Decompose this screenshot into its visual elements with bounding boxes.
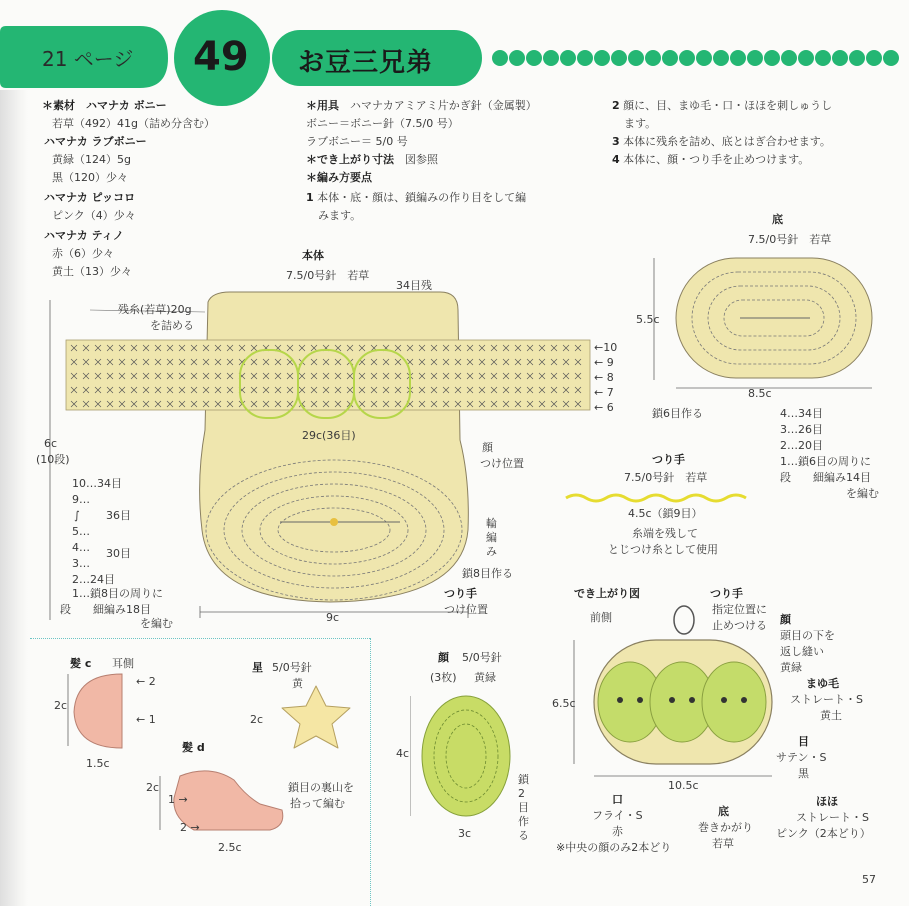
bottom-r1: 1…鎖6目の周りに [780,455,871,468]
yarn3-line: ピンク（4）少々 [52,209,136,222]
strap-note1: 糸端を残して [632,527,698,540]
star-diagram [272,680,362,760]
body-remaining: 34目残 [396,279,432,292]
page-reference: 21 ページ [42,47,134,71]
fin-face4: 黄緑 [780,661,802,674]
yarn4-brand: ハマナカ ティノ [44,229,124,242]
header-dot [696,50,712,66]
yarn1-line: 若草（492）41g（詰め分含む） [52,117,215,130]
bottom-title: 底 [772,213,783,226]
bottom-needle: 7.5/0号針 若草 [748,233,832,246]
step1-cont: みます。 [318,209,362,222]
face-h: 4c [396,747,410,760]
header-dot [764,50,780,66]
body-chain: 鎖8目作る [462,567,513,580]
strap-note2: とじつけ糸として使用 [608,543,718,556]
face-needle: 5/0号針 [462,651,502,664]
star-needle: 5/0号針 [272,661,312,674]
rows-9: 9… [72,493,90,506]
face-chain4: 作 [518,815,529,828]
face-color: 黄緑 [474,671,496,684]
hair-d-a1: 1 → [168,793,188,806]
pattern-number: 49 [193,34,249,80]
fin-mouth2: フライ・S [592,809,643,822]
row-7: ← 7 [594,386,614,399]
section-divider-h [30,638,370,639]
edge-1: 輪 [486,517,497,530]
face-count: (3枚) [430,671,457,684]
hair-c-w: 1.5c [86,757,110,770]
face-chain3: 目 [518,801,529,814]
hair-d-note2: 拾って編む [290,797,345,810]
fin-strap3: 止めつける [712,619,767,632]
hair-d-note1: 鎖目の裏山を [288,781,354,794]
materials-label: ＊素材 ハマナカ ボニー [42,99,167,112]
rows-1c: を編む [140,617,173,630]
side-rows: (10段) [36,453,70,466]
page-number: 57 [862,873,876,886]
bottom-diagram [640,250,880,390]
bottom-chain: 鎖6目作る [652,407,703,420]
rows-4: 4… [72,541,90,554]
header-band [0,0,909,110]
face-chain5: る [518,829,529,842]
strap-length: 4.5c（鎖9目） [628,507,703,520]
face-chain1: 鎖 [518,773,529,786]
bottom-r2: 2…20目 [780,439,823,452]
header-dot [526,50,542,66]
side-height: 6c [44,437,58,450]
bottom-r3: 3…26目 [780,423,823,436]
header-dot [628,50,644,66]
step4-line: 4 本体に、顔・つり手を止めつけます。 [612,153,810,166]
hair-d-w: 2.5c [218,841,242,854]
step2-line: 2 顔に、目、まゆ毛・口・ほほを刺しゅうし [612,99,833,112]
strap-diagram [560,488,760,508]
hair-c-a1: ← 1 [136,713,156,726]
pattern-title: お豆三兄弟 [298,48,434,78]
stuffing-note2: を詰める [150,319,194,332]
hair-c-h: 2c [54,699,68,712]
bottom-r4: 4…34目 [780,407,823,420]
fin-cheek2: ストレート・S [796,811,869,824]
header-dot [849,50,865,66]
fin-eye1: 目 [798,735,809,748]
bottom-r1b: 段 細編み14目 [780,471,871,484]
strap-pos-2: つけ位置 [444,603,488,616]
header-dot [866,50,882,66]
rows-10: 10…34目 [72,477,122,490]
rows-3: 3… [72,557,90,570]
header-dot [832,50,848,66]
face-title: 顔 [438,651,449,664]
fin-eye3: 黒 [798,767,809,780]
body-title: 本体 [302,249,324,262]
stuffing-note1: 残糸(若草)20g [118,303,192,316]
face-pos-1: 顔 [482,441,493,454]
header-dot [798,50,814,66]
fin-bottom2: 巻きかがり [698,821,753,834]
header-dot [781,50,797,66]
fin-bottom1: 底 [718,805,729,818]
hair-c-side: 耳側 [112,657,134,670]
tools-line1: ボニー＝ボニー針（7.5/0 号） [306,117,459,130]
header-dot [509,50,525,66]
header-dot [594,50,610,66]
fin-height: 6.5c [552,697,576,710]
row-10: ←10 [594,341,618,354]
body-needle: 7.5/0号針 若草 [286,269,370,282]
hair-c-diagram [60,666,140,766]
fin-cheek3: ピンク（2本どり） [776,827,871,840]
fin-mouth1: 口 [612,793,623,806]
header-dot [611,50,627,66]
strap-needle: 7.5/0号針 若草 [624,471,708,484]
rows-30: 30目 [106,547,131,560]
yarn2-line2: 黒（120）少々 [52,171,128,184]
fin-strap2: 指定位置に [712,603,767,616]
hair-d-h: 2c [146,781,160,794]
hair-d-title: 髪 d [182,741,205,754]
star-title: 星 [252,661,263,674]
fin-mouth3: 赤 [612,825,623,838]
star-color: 黄 [292,677,303,690]
yarn2-brand: ハマナカ ラブボニー [44,135,147,148]
header-dot [543,50,559,66]
row-9: ← 9 [594,356,614,369]
fin-face1: 顔 [780,613,791,626]
edge-2: 編 [486,531,497,544]
bottom-r1c: を編む [846,487,879,500]
header-dot [713,50,729,66]
face-diagram [410,690,530,830]
fin-strap1: つり手 [710,587,743,600]
rows-5: 5… [72,525,90,538]
rows-2: 2…24目 [72,573,115,586]
fin-brow3: 黄土 [820,709,842,722]
rows-1: 1…鎖8目の周りに [72,587,163,600]
fin-face2: 頭目の下を [780,629,835,642]
fin-cheek1: ほほ [816,795,838,808]
yarn3-brand: ハマナカ ピッコロ [44,191,136,204]
yarn4-line2: 黄土（13）少々 [52,265,132,278]
fin-brow1: まゆ毛 [806,677,839,690]
yarn2-line1: 黄緑（124）5g [52,153,131,166]
face-w: 3c [458,827,472,840]
header-dot [645,50,661,66]
step2-cont: ます。 [624,117,657,130]
tools-line: ＊用具 ハマナカアミアミ片かぎ針（金属製） [306,99,537,112]
edge-3: み [486,545,497,558]
header-dot [492,50,508,66]
fin-width: 10.5c [668,779,699,792]
body-width: 29c(36目) [302,429,356,442]
fin-face3: 返し縫い [780,645,824,658]
header-dot [883,50,899,66]
bottom-width: 8.5c [748,387,772,400]
step1-line: 1 本体・底・顔は、鎖編みの作り目をして編 [306,191,527,204]
rows-36: 36目 [106,509,131,522]
header-dot [679,50,695,66]
rows-1b: 段 細編み18目 [60,603,151,616]
header-dot [560,50,576,66]
finished-front: 前側 [590,611,612,624]
header-dot [747,50,763,66]
row-6: ← 6 [594,401,614,414]
size-line: ＊でき上がり寸法 図参照 [306,153,438,166]
header-dot [577,50,593,66]
body-bottom-width: 9c [326,611,340,624]
header-dot [815,50,831,66]
method-label: ＊編み方要点 [306,171,372,184]
strap-title: つり手 [652,453,685,466]
hair-c-a2: ← 2 [136,675,156,688]
face-pos-2: つけ位置 [480,457,524,470]
fin-note: ※中央の顔のみ2本どり [556,841,672,854]
fin-bottom3: 若草 [712,837,734,850]
section-divider-v [370,638,371,906]
face-chain2: 2 [518,787,525,800]
tools-line2: ラブボニー＝ 5/0 号 [306,135,408,148]
strap-pos-1: つり手 [444,587,477,600]
fin-brow2: ストレート・S [790,693,863,706]
yarn4-line1: 赤（6）少々 [52,247,114,260]
fin-eye2: サテン・S [776,751,827,764]
rows-sep: ∫ [74,509,80,522]
hair-c-title: 髪 c [70,657,92,670]
bottom-height: 5.5c [636,313,660,326]
finished-title: でき上がり図 [574,587,640,600]
header-dot [730,50,746,66]
row-8: ← 8 [594,371,614,384]
star-h: 2c [250,713,264,726]
header-dot [662,50,678,66]
hair-d-a2: 2 → [180,821,200,834]
step3-line: 3 本体に残糸を詰め、底とはぎ合わせます。 [612,135,831,148]
